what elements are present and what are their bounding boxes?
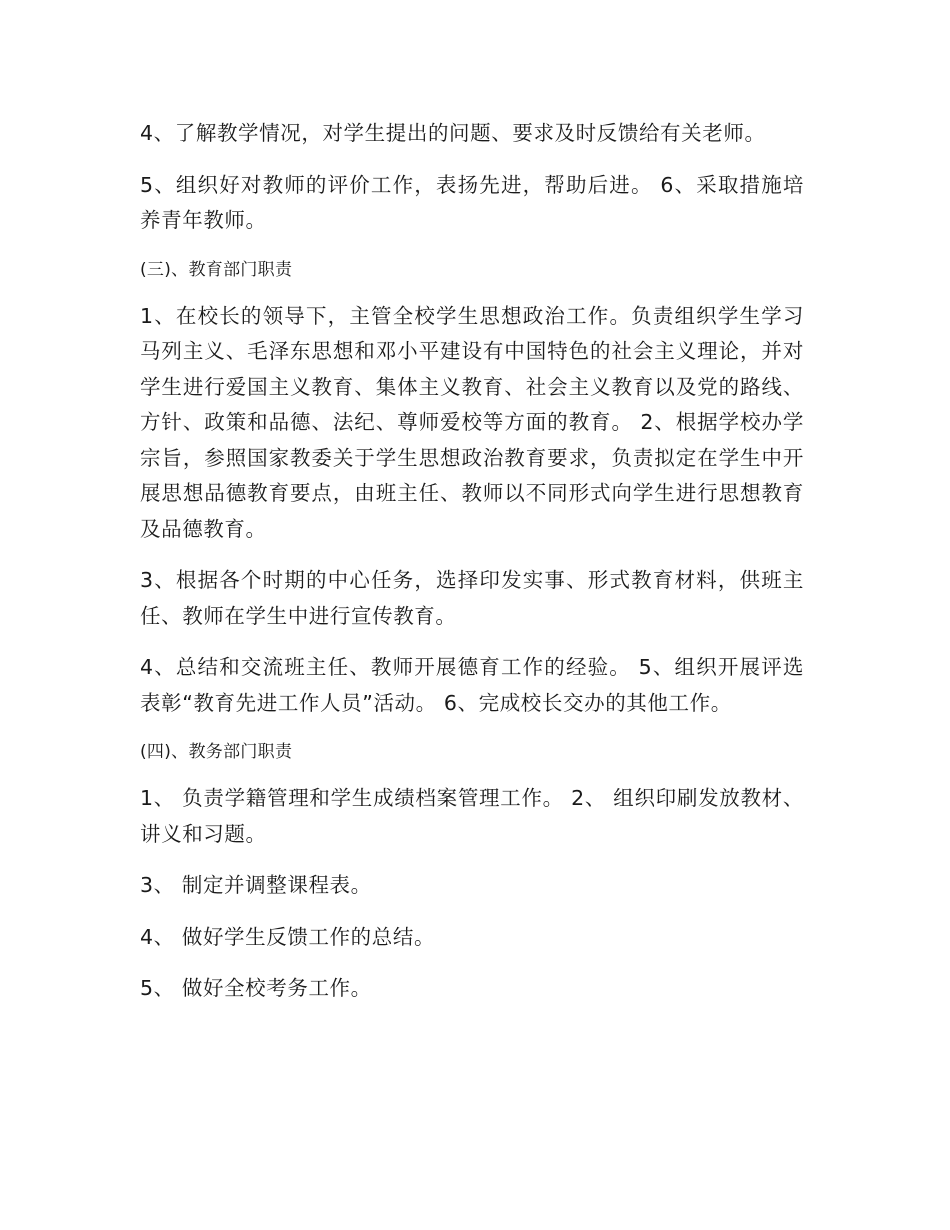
paragraph-academic-duties-3: 3、 制定并调整课程表。 — [140, 873, 372, 897]
section-heading-education-dept: (三)、教育部门职责 — [140, 259, 293, 280]
document-body — [140, 116, 804, 1023]
paragraph-academic-duties-5: 5、 做好全校考务工作。 — [140, 976, 372, 1000]
paragraph-education-duties-1-2: 1、在校长的领导下，主管全校学生思想政治工作。负责组织学生学习马列主义、毛泽东思想和邓小平建设有中国特色的社会主义理论，并对学生进行爱国主义教育、集体主义教育、社会主义教育以及党的路线、方针、政策和品德、法纪、尊师爱校等方面的教育。 2、根据学校办学宗旨，参照国家教委关于学生思想政治教育要求，负责拟定在学生中开展思想品德教育要点，由班主任、教师以不同形式向学生进行思想教育及品德教育。 — [140, 303, 804, 541]
paragraph-item-4-feedback: 4、了解教学情况，对学生提出的问题、要求及时反馈给有关老师。 — [140, 121, 766, 145]
section-heading-academic-affairs-dept: (四)、教务部门职责 — [140, 742, 293, 762]
paragraph-academic-duties-1-2: 1、 负责学籍管理和学生成绩档案管理工作。 2、 组织印刷发放教材、讲义和习题。 — [140, 786, 804, 846]
paragraph-item-5-6-teacher-evaluation: 5、组织好对教师的评价工作，表扬先进，帮助后进。 6、采取措施培养青年教师。 — [140, 172, 804, 232]
paragraph-education-duties-4-6: 4、总结和交流班主任、教师开展德育工作的经验。 5、组织开展评选表彰“教育先进工作人员”活动。 6、完成校长交办的其他工作。 — [140, 655, 804, 715]
paragraph-academic-duties-4: 4、 做好学生反馈工作的总结。 — [140, 924, 436, 949]
paragraph-education-duties-3: 3、根据各个时期的中心任务，选择印发实事、形式教育材料，供班主任、教师在学生中进行宣传教育。 — [140, 568, 804, 628]
